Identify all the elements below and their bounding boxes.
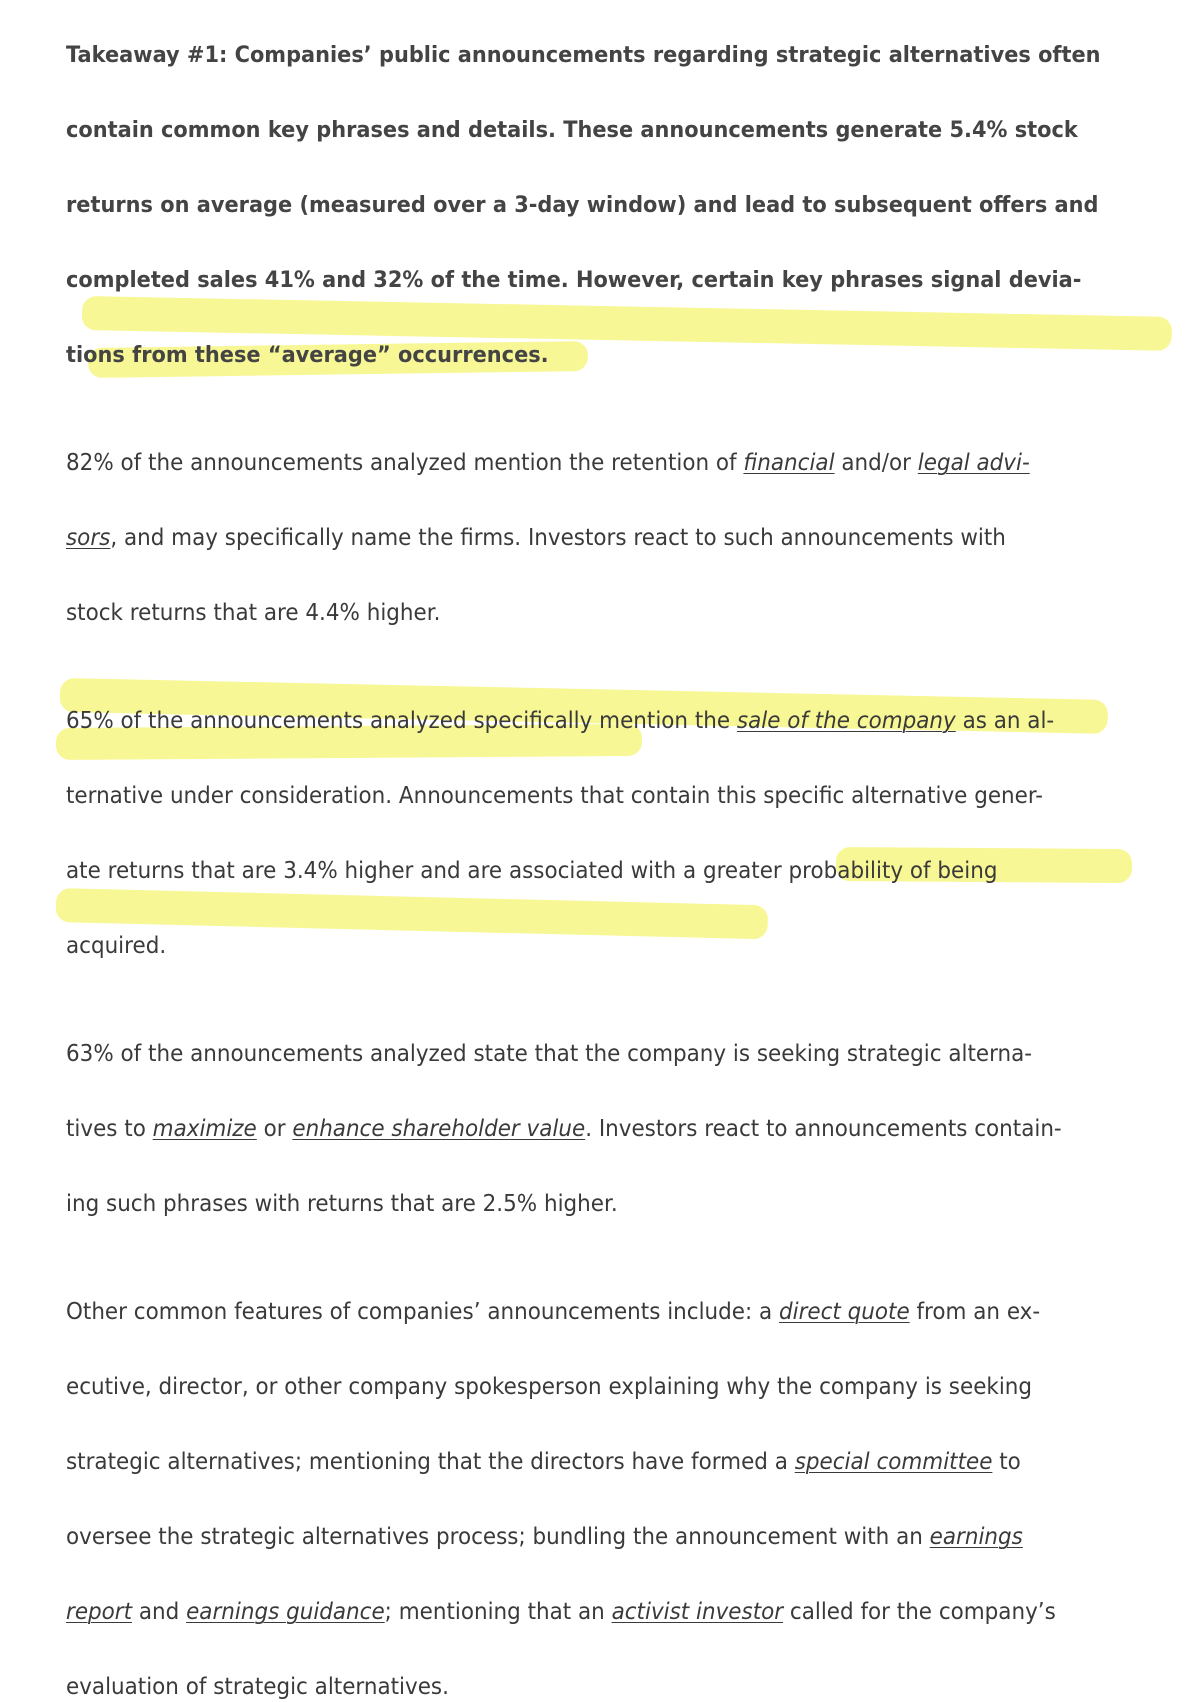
link-earnings-report-cont[interactable]: report bbox=[66, 1599, 133, 1625]
text-run: and bbox=[132, 1599, 187, 1625]
text-run: tives to bbox=[66, 1116, 153, 1142]
text-run: called for the company’s bbox=[783, 1599, 1056, 1625]
text-run: Other common features of companies’ announcements include: a bbox=[66, 1299, 780, 1325]
paragraph-line bbox=[66, 1522, 1186, 1552]
paragraph-line: ing such phrases with returns that are 2.5% higher. bbox=[66, 1191, 618, 1217]
text-run: , and may specifically name the firms. Investors react to such announcements with bbox=[110, 525, 1006, 551]
text-run: to bbox=[992, 1449, 1021, 1475]
paragraph-line bbox=[66, 523, 1186, 553]
paragraph-line bbox=[66, 448, 1186, 478]
paragraph-line: stock returns that are 4.4% higher. bbox=[66, 600, 441, 626]
paragraph-line: evaluation of strategic alternatives. bbox=[66, 1674, 449, 1700]
paragraph-line: ecutive, director, or other company spokesperson explaining why the company is seeking bbox=[66, 1374, 1033, 1400]
text-run: 82% of the announcements analyzed mention the retention of bbox=[66, 450, 744, 476]
link-earnings-report[interactable]: earnings bbox=[929, 1524, 1023, 1550]
link-legal-advisors[interactable]: legal advi- bbox=[917, 450, 1030, 476]
paragraph-line bbox=[66, 1297, 1186, 1327]
text-run: 65% of the announcements analyzed specifically mention the bbox=[66, 708, 737, 734]
paragraph-line: acquired. bbox=[66, 933, 167, 959]
paragraph-line: ternative under consideration. Announcements that contain this specific alternative gener- bbox=[66, 783, 1044, 809]
link-direct-quote[interactable]: direct quote bbox=[779, 1299, 910, 1325]
text-run: . Investors react to announcements contain- bbox=[585, 1116, 1062, 1142]
paragraph-line: ate returns that are 3.4% higher and are associated with a greater probability of being bbox=[66, 858, 998, 884]
takeaway-line: tions from these “average” occurrences. bbox=[66, 342, 549, 368]
takeaway-line: contain common key phrases and details. These announcements generate 5.4% stock bbox=[66, 117, 1078, 143]
text-run: strategic alternatives; mentioning that the directors have formed a bbox=[66, 1449, 795, 1475]
takeaway-line: Takeaway #1: Companies’ public announcements regarding strategic alternatives often bbox=[66, 42, 1101, 68]
paragraph-line: 63% of the announcements analyzed state that the company is seeking strategic alterna- bbox=[66, 1041, 1033, 1067]
link-special-committee[interactable]: special committee bbox=[794, 1449, 993, 1475]
link-financial[interactable]: financial bbox=[743, 450, 835, 476]
paragraph-line bbox=[66, 1597, 1186, 1627]
text-run: oversee the strategic alternatives process; bundling the announcement with an bbox=[66, 1524, 930, 1550]
text-run: ; mentioning that an bbox=[384, 1599, 612, 1625]
link-enhance-shareholder-value[interactable]: enhance shareholder value bbox=[292, 1116, 586, 1142]
text-run: or bbox=[256, 1116, 293, 1142]
takeaway-line: returns on average (measured over a 3-day window) and lead to subsequent offers and bbox=[66, 192, 1099, 218]
takeaway-line: completed sales 41% and 32% of the time. However, certain key phrases signal devia- bbox=[66, 267, 1082, 293]
link-sale-of-company[interactable]: sale of the company bbox=[736, 708, 956, 734]
link-legal-advisors-cont[interactable]: sors bbox=[66, 525, 111, 551]
paragraph-line bbox=[66, 1114, 1186, 1144]
text-run: and/or bbox=[834, 450, 918, 476]
text-run: from an ex- bbox=[909, 1299, 1041, 1325]
text-run: as an al- bbox=[955, 708, 1055, 734]
link-earnings-guidance[interactable]: earnings guidance bbox=[186, 1599, 385, 1625]
link-activist-investor[interactable]: activist investor bbox=[611, 1599, 784, 1625]
paragraph-line bbox=[66, 706, 1186, 736]
link-maximize[interactable]: maximize bbox=[152, 1116, 257, 1142]
paragraph-line bbox=[66, 1447, 1186, 1477]
